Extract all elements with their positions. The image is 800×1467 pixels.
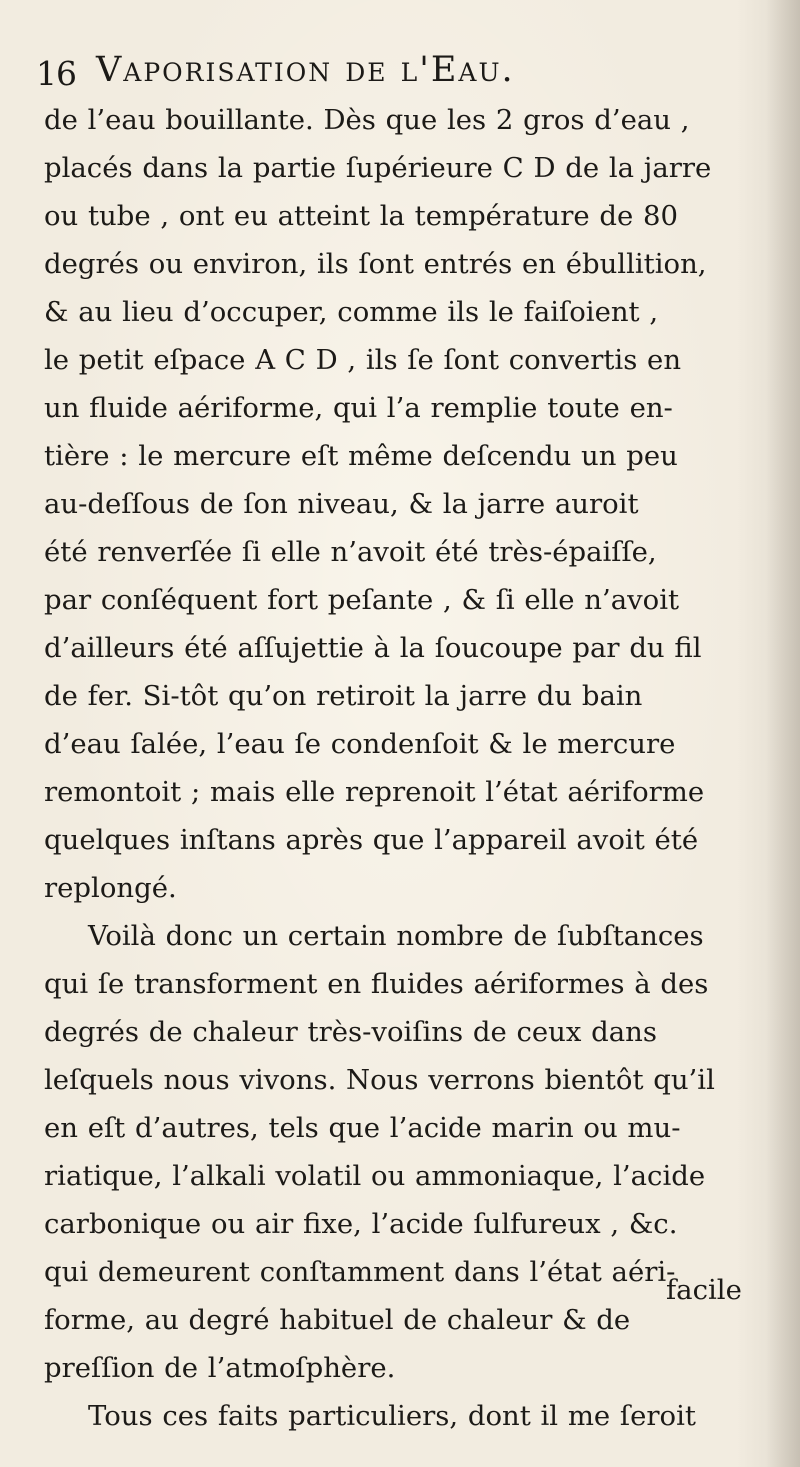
text-line: un fluide aériforme, qui l’a remplie toute en-	[44, 392, 673, 424]
text-line: degrés ou environ, ils ſont entrés en ébullition,	[44, 248, 707, 280]
text-line: de fer. Si-tôt qu’on retiroit la jarre du bain	[44, 680, 643, 712]
text-line: été renverſée ſi elle n’avoit été très-épaiſſe,	[44, 536, 657, 568]
text-line: remontoit ; mais elle reprenoit l’état aériforme	[44, 776, 705, 808]
text-line: d’eau ſalée, l’eau ſe condenſoit & le mercure	[44, 728, 676, 760]
text-line: de l’eau bouillante. Dès que les 2 gros d’eau ,	[44, 104, 690, 136]
text-line: & au lieu d’occuper, comme ils le faiſoient ,	[44, 296, 659, 328]
text-line: preſſion de l’atmoſphère.	[44, 1352, 396, 1384]
text-line: par conſéquent fort peſante , & ſi elle n’avoit	[44, 584, 680, 616]
catchword: facile	[666, 1274, 742, 1306]
text-line: degrés de chaleur très-voiſins de ceux dans	[44, 1016, 657, 1048]
text-line: en eſt d’autres, tels que l’acide marin ou mu-	[44, 1112, 681, 1144]
page-number: 16	[36, 54, 76, 93]
text-line: le petit eſpace A C D , ils ſe ſont convertis en	[44, 344, 682, 376]
running-head: Vaporisation de l'Eau.	[96, 50, 515, 90]
text-line: placés dans la partie ſupérieure C D de la jarre	[44, 152, 712, 184]
text-line: au-deſſous de ſon niveau, & la jarre auroit	[44, 488, 639, 520]
paragraph-start-line: Tous ces faits particuliers, dont il me ſeroit	[88, 1400, 696, 1432]
text-line: replongé.	[44, 872, 177, 904]
text-line: tière : le mercure eſt même deſcendu un peu	[44, 440, 678, 472]
text-line: riatique, l’alkali volatil ou ammoniaque, l’acide	[44, 1160, 706, 1192]
text-line: d’ailleurs été aſſujettie à la ſoucoupe par du fil	[44, 632, 702, 664]
text-line: quelques inſtans après que l’appareil avoit été	[44, 824, 699, 856]
text-line: forme, au degré habituel de chaleur & de	[44, 1304, 631, 1336]
paragraph-start-line: Voilà donc un certain nombre de ſubſtances	[88, 920, 704, 952]
text-line: carbonique ou air fixe, l’acide ſulfureux , &c.	[44, 1208, 678, 1240]
text-line: ou tube , ont eu atteint la température de 80	[44, 200, 679, 232]
text-line: leſquels nous vivons. Nous verrons bientôt qu’il	[44, 1064, 715, 1096]
body-text	[44, 96, 792, 1440]
text-line: qui demeurent conſtamment dans l’état aéri-	[44, 1256, 676, 1288]
text-line: qui ſe transforment en fluides aériformes à des	[44, 968, 709, 1000]
